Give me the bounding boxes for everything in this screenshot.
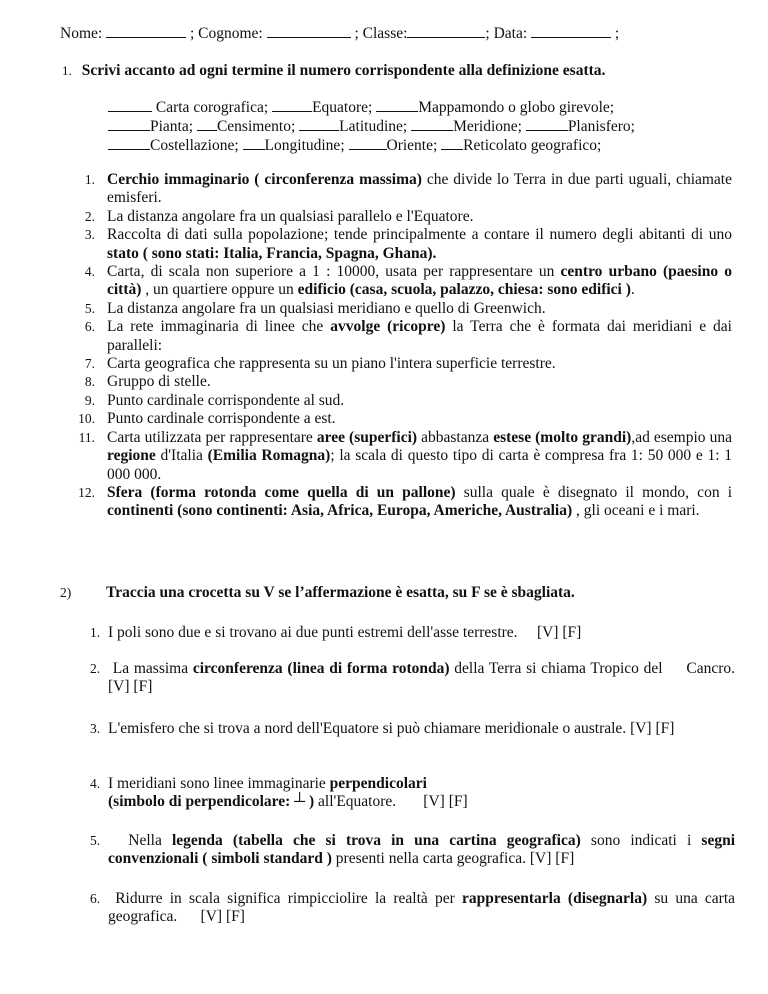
true-false-options (537, 624, 581, 641)
term-answer-blank[interactable] (108, 98, 152, 112)
text: Punto cardinale corrispondente a est. (107, 410, 336, 428)
question-text (90, 832, 743, 869)
true-option[interactable]: [V] (108, 678, 130, 696)
definitions-list (60, 171, 736, 521)
definition-item (60, 392, 732, 410)
question-text (90, 890, 739, 927)
text: presenti nella carta geografica. (331, 850, 530, 868)
false-option[interactable]: [F] (655, 720, 675, 737)
text: , un quartiere oppure un (141, 281, 298, 299)
definition-number: 3. (84, 227, 95, 243)
term-label: Costellazione; (150, 137, 243, 154)
term-answer-blank[interactable] (272, 98, 312, 112)
false-option[interactable]: [F] (133, 678, 153, 696)
term-label: Meridione; (453, 118, 526, 135)
term-answer-blank[interactable] (411, 117, 453, 131)
text: . (630, 281, 635, 299)
definition-number: 8. (84, 374, 95, 390)
question-text (90, 660, 755, 697)
definition-number: 12. (78, 484, 95, 500)
bold-text: edificio (casa, scuola, palazzo, chiesa: sono edifici ) (297, 281, 631, 299)
text: sulla quale è disegnato il mondo, con i (455, 483, 736, 501)
question-item (90, 832, 743, 869)
text: La rete immaginaria di linee che (107, 318, 331, 336)
bold-text: aree (superfici) (316, 428, 418, 446)
term-label: Equatore; (312, 99, 377, 116)
text: ,ad esempio una (631, 428, 736, 446)
text: La distanza angolare fra un qualsiasi parallelo e l'Equatore. (107, 207, 474, 225)
term-label: Censimento; (216, 118, 300, 135)
definition-number: 5. (84, 300, 95, 316)
text: ; la scala di questo tipo di carta è compresa fra 1: 50 000 e 1: 1 000 000. (107, 447, 736, 483)
nome-blank[interactable] (106, 24, 186, 38)
term-label: Mappamondo o globo girevole; (418, 99, 618, 116)
section1-title (62, 62, 605, 80)
data-blank[interactable] (531, 24, 611, 38)
term-label: Pianta; (150, 118, 197, 135)
text: che divide lo Terra in due parti uguali, chiamate emisferi. (107, 171, 736, 207)
question-text (90, 624, 735, 642)
definition-number: 7. (84, 356, 95, 372)
text: I meridiani sono linee immaginarie (108, 775, 330, 792)
section2-title-text: Traccia una crocetta su V se l’affermazione è esatta, su F se è sbagliata. (106, 584, 575, 601)
question-number: 6. (90, 891, 101, 906)
term-label: Oriente; (386, 137, 442, 154)
bold-text: Cerchio immaginario ( circonferenza massima) (107, 171, 422, 188)
term-answer-blank[interactable] (108, 117, 150, 131)
question-item (90, 660, 755, 697)
text: Nella (108, 832, 172, 849)
text: Carta geografica che rappresenta su un piano l'intera superficie terrestre. (107, 355, 556, 373)
bold-text: legenda (tabella che si trova in una cartina geografica) (171, 832, 581, 849)
terms-list (108, 98, 748, 155)
definition-number: 6. (84, 319, 95, 335)
nome-label: Nome: (60, 25, 103, 42)
question-number: 2. (90, 661, 101, 676)
text: Gruppo di stelle. (107, 373, 211, 391)
section2-number: 2) (60, 585, 72, 600)
definition-number: 1. (84, 172, 95, 187)
definition-item (60, 410, 732, 428)
text: sono indicati i (580, 832, 702, 849)
true-false-options (201, 908, 245, 925)
text: Carta, di scala non superiore a 1 : 10000, usata per rappresentare un (107, 263, 561, 281)
question-text (90, 775, 735, 812)
text: Ridurre in scala significa rimpicciolire la realtà per (108, 890, 462, 907)
true-false-options (423, 793, 467, 810)
false-option[interactable]: [F] (555, 850, 575, 868)
cognome-blank[interactable] (267, 24, 351, 38)
bold-text: circonferenza (linea di forma rotonda) (192, 660, 450, 677)
term-label: Longitudine; (264, 137, 349, 154)
term-answer-blank[interactable] (108, 136, 150, 150)
definition-number: 9. (84, 392, 95, 408)
text: abbastanza (417, 428, 494, 446)
term-answer-blank[interactable] (376, 98, 418, 112)
text: della Terra si chiama Tropico del Cancro. (449, 660, 755, 677)
bold-text: regione (107, 447, 156, 465)
question-item (90, 624, 735, 642)
bold-text: segni convenzionali ( simboli standard ) (108, 832, 743, 868)
bold-text: centro urbano (paesino o città) (107, 263, 736, 299)
terms-line (108, 117, 748, 136)
text: I poli sono due e si trovano ai due punti estremi dell'asse terrestre. (108, 624, 537, 641)
terms-line (108, 136, 748, 155)
text: L'emisfero che si trova a nord dell'Equatore si può chiamare meridionale o australe. (108, 720, 631, 737)
definition-item (60, 355, 732, 373)
section2-title (60, 584, 730, 602)
section1-title-text: Scrivi accanto ad ogni termine il numero corrispondente alla definizione esatta. (81, 62, 606, 79)
bold-text: continenti (sono continenti: Asia, Africa, Europa, Americhe, Australia) (107, 502, 573, 520)
term-label: Latitudine; (339, 118, 412, 135)
false-option[interactable]: [F] (448, 793, 468, 811)
true-option[interactable]: [V] (630, 720, 652, 737)
question-item (90, 775, 735, 812)
true-false-options (530, 850, 574, 867)
definition-number: 2. (84, 208, 95, 224)
definition-number: 11. (78, 429, 95, 445)
term-answer-blank[interactable] (197, 117, 217, 131)
text: Punto cardinale corrispondente al sud. (107, 391, 345, 409)
question-number: 5. (90, 833, 101, 848)
text: d'Italia (155, 447, 208, 465)
bold-text: estese (molto grandi) (493, 428, 632, 446)
header-end: ; (614, 25, 620, 42)
true-false-options (630, 720, 674, 737)
definition-item (60, 318, 736, 355)
term-answer-blank[interactable] (441, 136, 463, 150)
true-option[interactable]: [V] (200, 908, 223, 926)
bold-text: (simbolo di perpendicolare: ┴ ) (108, 793, 315, 811)
bold-text: perpendicolari (329, 775, 427, 792)
bold-text: (Emilia Romagna) (207, 447, 331, 465)
definition-item (60, 300, 732, 318)
question-number: 4. (90, 776, 101, 791)
section1-number: 1. (62, 63, 72, 78)
definition-item (60, 208, 732, 226)
question-number: 3. (90, 721, 101, 736)
classe-blank[interactable] (407, 24, 485, 38)
question-item (90, 720, 735, 738)
text: su una carta geografica. (108, 890, 739, 926)
bold-text: avvolge (ricopre) (330, 318, 446, 336)
text: , gli oceani e i mari. (572, 502, 700, 520)
bold-text: Sfera (forma rotonda come quella di un pallone) (107, 483, 456, 501)
definition-item (60, 373, 732, 391)
text: Raccolta di dati sulla popolazione; tende principalmente a contare il numero degli abitanti di uno (107, 226, 736, 244)
text: La distanza angolare fra un qualsiasi meridiano e quello di Greenwich. (107, 299, 546, 317)
bold-text: stato ( sono stati: Italia, Francia, Spagna, Ghana). (107, 244, 437, 262)
true-option[interactable]: [V] (423, 793, 445, 811)
bold-text: rappresentarla (disegnarla) (461, 890, 648, 907)
definition-item (60, 226, 736, 263)
question-number: 1. (90, 625, 101, 640)
question-text (90, 720, 735, 738)
text: la Terra che è formata dai meridiani e dai paralleli: (107, 318, 736, 354)
definition-number: 10. (78, 411, 95, 427)
true-option[interactable]: [V] (536, 624, 559, 641)
cognome-label: ; Cognome: (189, 25, 263, 42)
definition-item (60, 171, 736, 208)
true-option[interactable]: [V] (529, 850, 552, 868)
definition-item (60, 483, 736, 521)
true-false-options (108, 678, 152, 695)
text: La massima (108, 660, 193, 677)
term-answer-blank[interactable] (526, 117, 568, 131)
classe-label: ; Classe: (354, 25, 408, 42)
text: Carta utilizzata per rappresentare (107, 428, 317, 446)
definition-item (60, 263, 736, 300)
definition-item (60, 428, 736, 484)
term-label: Carta corografica; (152, 99, 273, 116)
data-label: ; Data: (485, 25, 528, 42)
false-option[interactable]: [F] (562, 624, 582, 641)
term-answer-blank[interactable] (243, 136, 265, 150)
student-info-header (60, 24, 720, 43)
false-option[interactable]: [F] (225, 908, 245, 926)
term-answer-blank[interactable] (349, 136, 387, 150)
term-label: Reticolato geografico; (463, 137, 606, 154)
question-item (90, 890, 739, 927)
definition-number: 4. (84, 264, 95, 280)
terms-line (108, 98, 748, 117)
text: all'Equatore. (314, 793, 424, 811)
term-label: Planisfero; (567, 118, 639, 135)
term-answer-blank[interactable] (299, 117, 339, 131)
